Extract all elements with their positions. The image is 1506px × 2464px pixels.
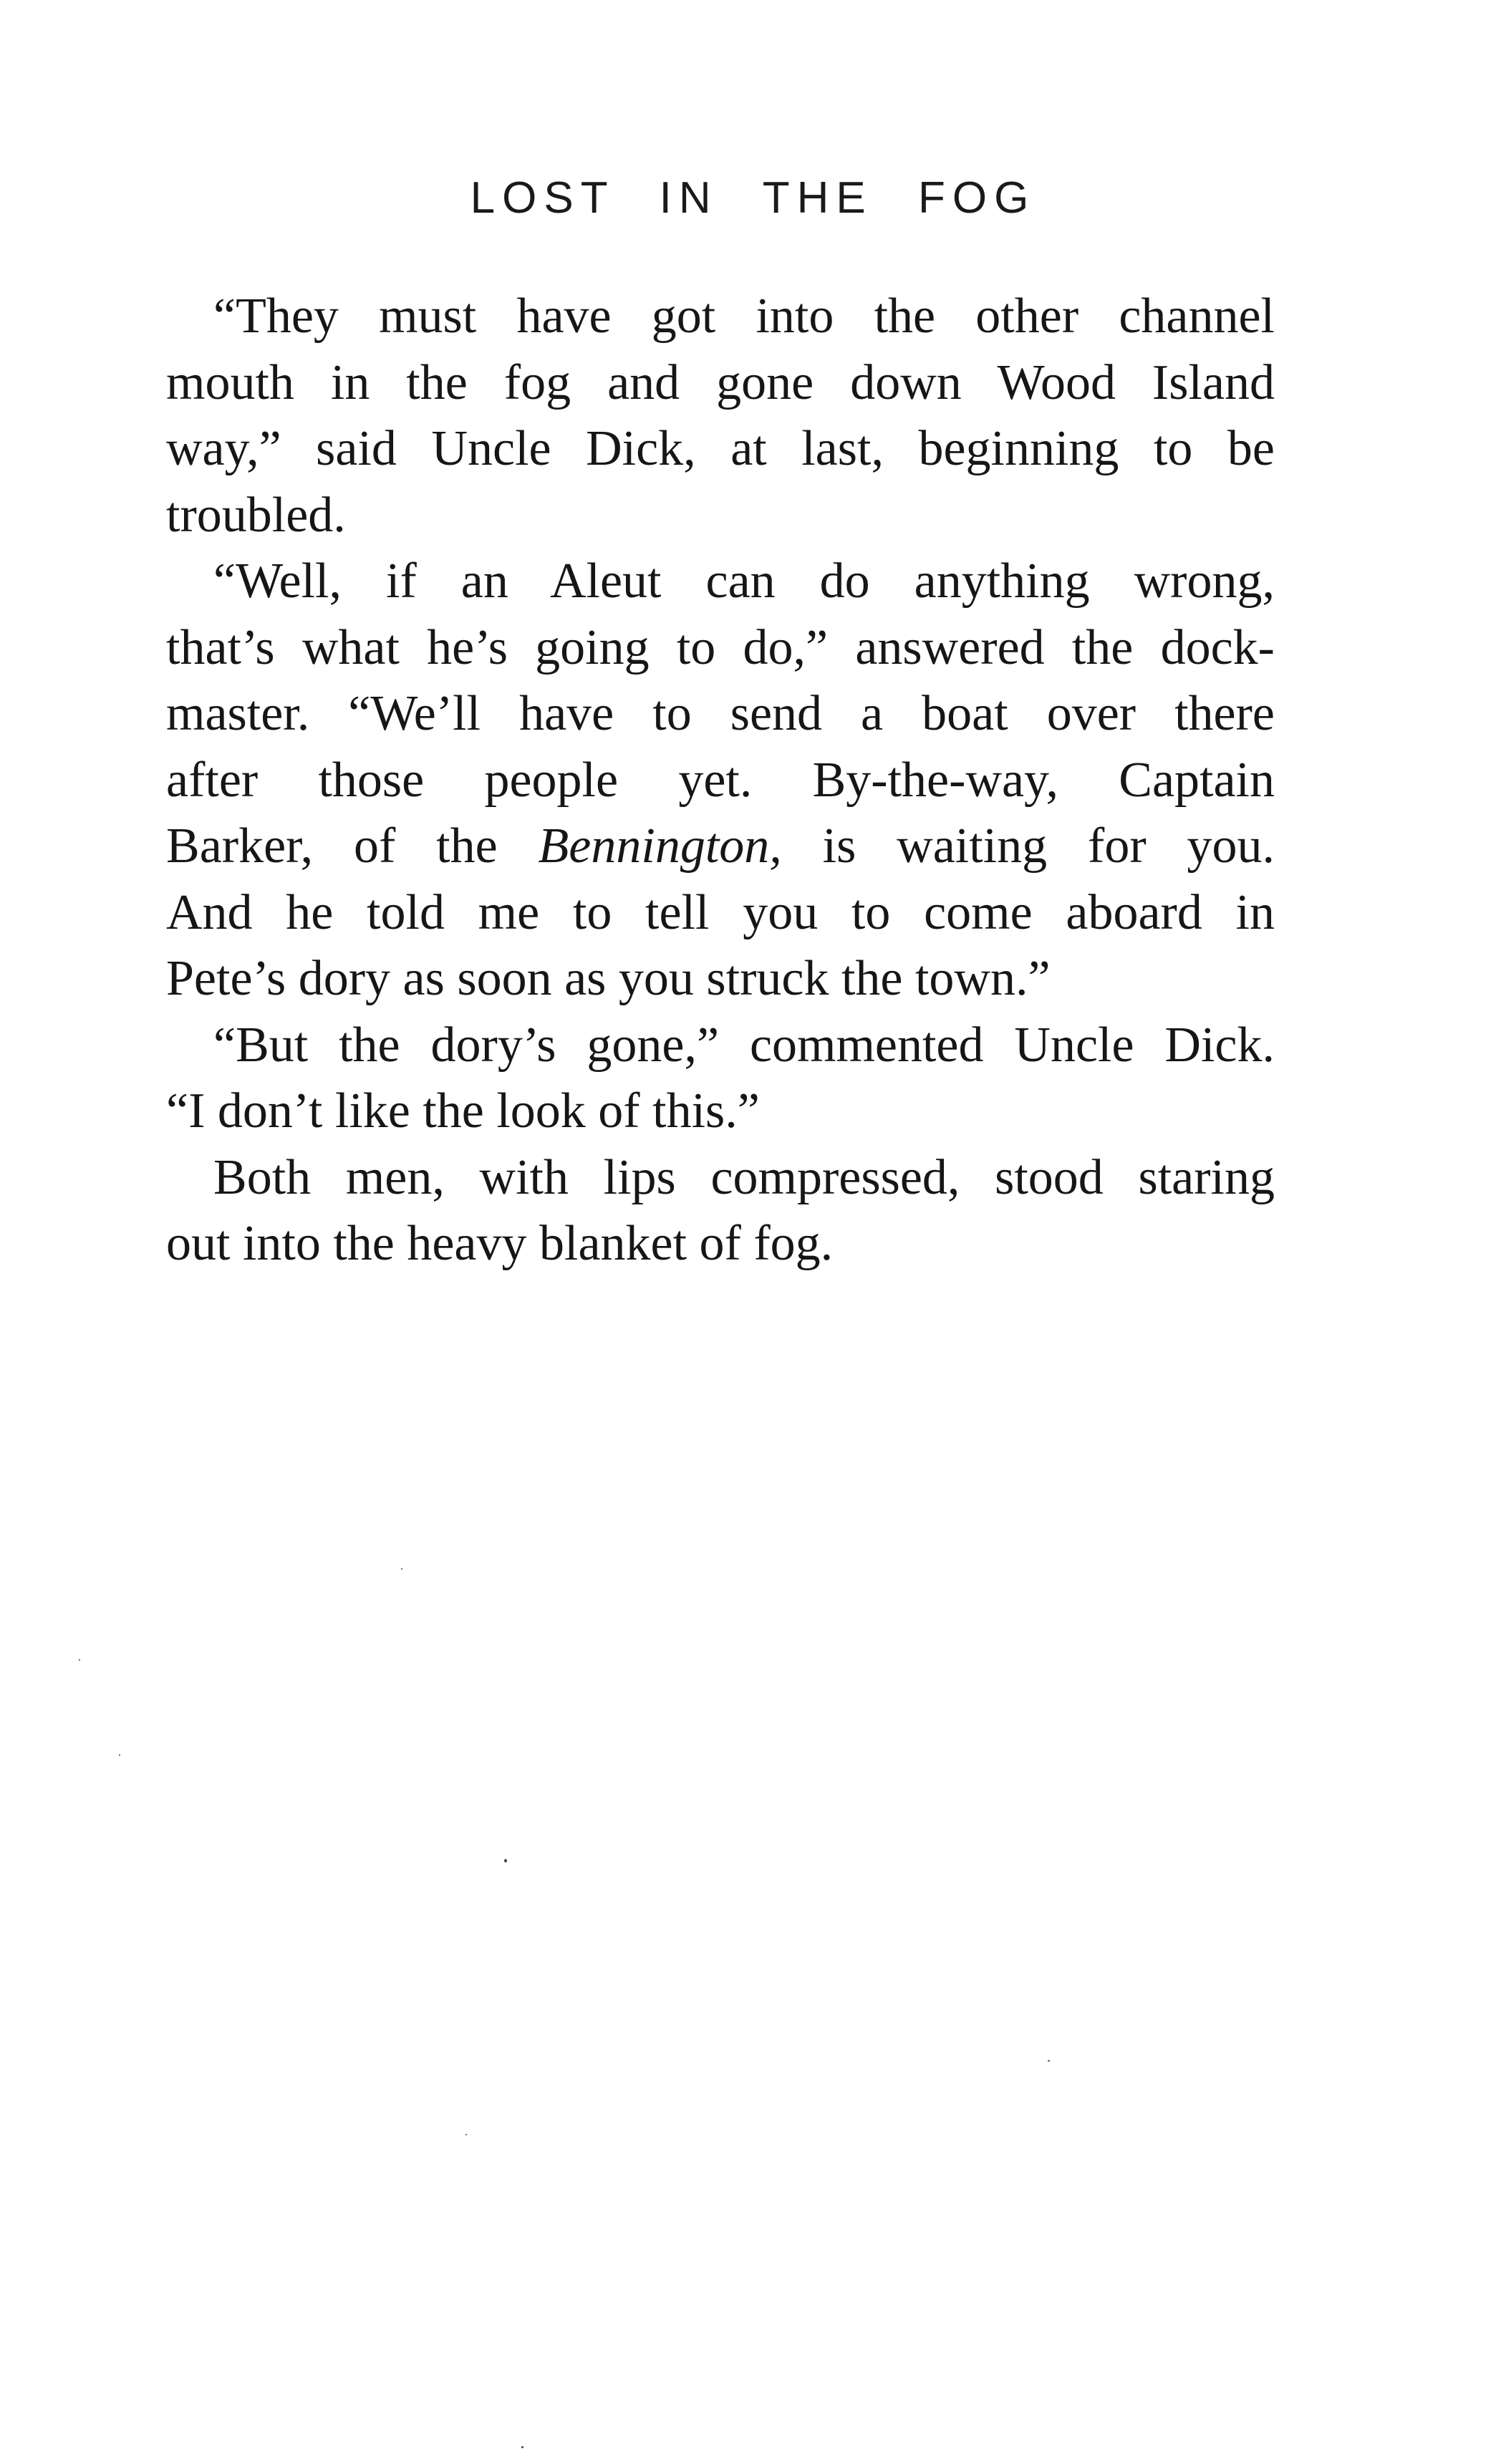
text-line: “But the dory’s gone,” commented Uncle Dick. (213, 1017, 1275, 1073)
text-run: Barker, of the (166, 818, 539, 874)
scan-speck (79, 1659, 80, 1661)
text-line: And he told me to tell you to come aboard in (166, 884, 1275, 940)
text-run: is waiting for you. (781, 818, 1275, 874)
text-line: “They must have got into the other channel (213, 289, 1275, 344)
text-line: troubled. (166, 487, 346, 543)
text-line: after those people yet. By-the-way, Captain (166, 752, 1275, 808)
text-line: that’s what he’s going to do,” answered the dock- (166, 619, 1275, 675)
text-line: Pete’s dory as soon as you struck the town.” (166, 951, 1051, 1006)
scan-speck (465, 2134, 467, 2135)
scan-speck (1048, 2060, 1050, 2062)
running-head: LOST IN THE FOG (470, 173, 1036, 223)
text-line: “I don’t like the look of this.” (166, 1083, 760, 1139)
scan-speck (119, 1754, 120, 1756)
paragraph-2 (166, 549, 1275, 1013)
text-line: mouth in the fog and gone down Wood Island (166, 354, 1275, 410)
scan-speck (401, 1568, 402, 1570)
text-line: way,” said Uncle Dick, at last, beginning to be (166, 421, 1275, 476)
paragraph-3 (166, 1013, 1275, 1145)
scan-speck (521, 2446, 523, 2448)
paragraph-4 (166, 1145, 1275, 1277)
paragraph-1 (166, 284, 1275, 549)
text-line: out into the heavy blanket of fog. (166, 1216, 834, 1271)
text-line: “Well, if an Aleut can do anything wrong, (213, 554, 1275, 609)
body-text (166, 284, 1275, 1277)
text-line: master. “We’ll have to send a boat over there (166, 686, 1275, 741)
text-line: Both men, with lips compressed, stood staring (213, 1149, 1275, 1205)
ship-name: Bennington, (538, 818, 782, 874)
text-line (166, 813, 1275, 880)
scan-speck (504, 1859, 507, 1863)
